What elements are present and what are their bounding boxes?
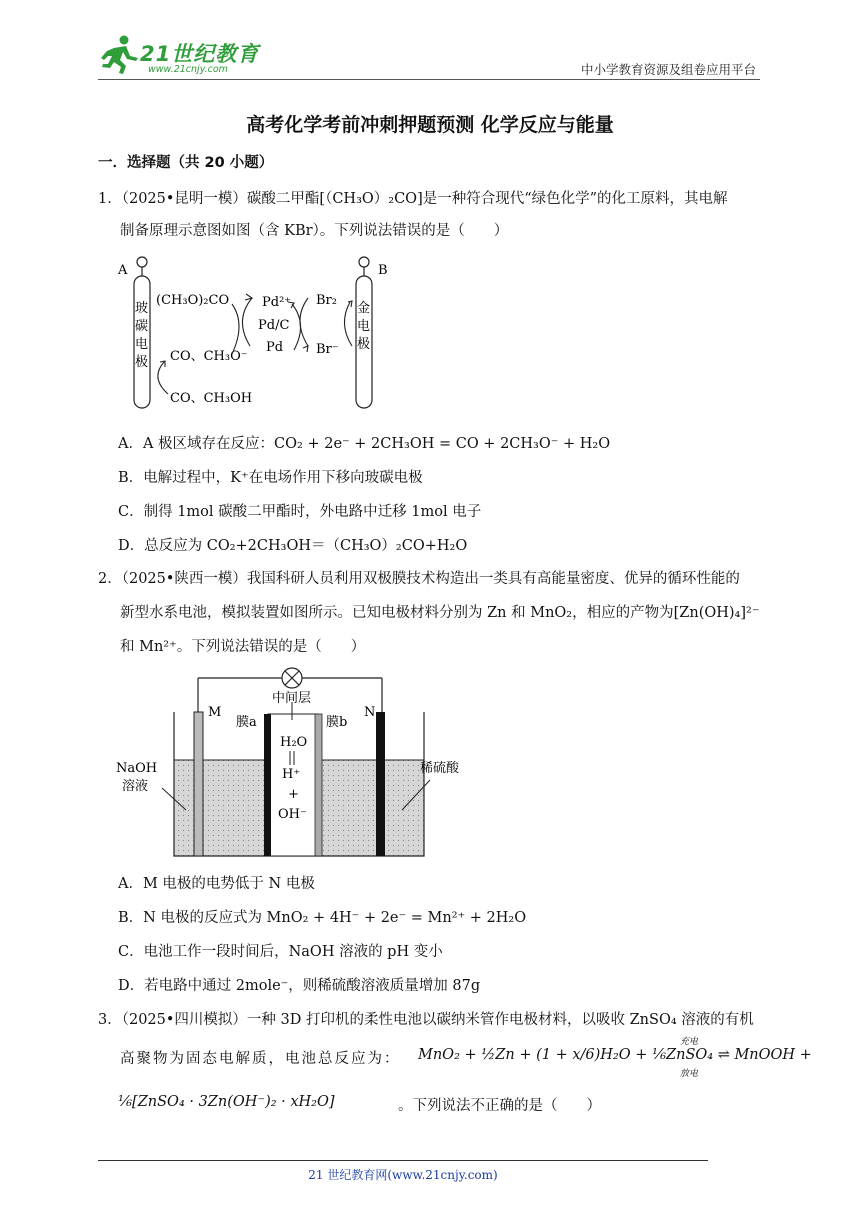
header-logo	[96, 34, 266, 78]
q2-stem-line1: 2．（2025•陕西一模）我国科研人员利用双极膜技术构造出一类具有高能量密度、优异的循环性能的	[98, 571, 740, 587]
q1-right-electrode-c3: 极	[357, 337, 371, 352]
q1-option-d[interactable]: D．总反应为 CO₂+2CH₃OH＝（CH₃O）₂CO+H₂O	[118, 538, 468, 554]
footer-text[interactable]: 21 世纪教育网(www.21cnjy.com)	[308, 1168, 498, 1182]
q1-right-electrode-c2: 电	[357, 319, 371, 334]
q2-membrane-b-label: 膜b	[326, 715, 348, 730]
header-platform-text: 中小学教育资源及组卷应用平台	[580, 62, 756, 77]
logo-sub-text: www.21cnjy.com	[148, 64, 228, 75]
q1-right-electrode-c1: 金	[357, 301, 371, 316]
q1-bottom-label: CO、CH₃OH	[170, 391, 253, 406]
q3-charge-label: 充电	[680, 1037, 699, 1047]
q1-left-electrode-c4: 极	[135, 355, 149, 370]
q2-m-label: M	[208, 705, 222, 720]
q1-mid-label: CO、CH₃O⁻	[170, 349, 248, 364]
q2-option-c[interactable]: C．电池工作一段时间后，NaOH 溶液的 pH 变小	[118, 944, 443, 960]
q2-h2o-label: H₂O	[280, 735, 308, 750]
q2-naoh-label1: NaOH	[116, 761, 158, 776]
q2-hplus-label: H⁺	[282, 767, 301, 782]
q1-pd-label: Pd	[266, 340, 284, 355]
q3-equation: MnO₂ + ½Zn + (1 + x/6)H₂O + ⅙ZnSO₄ ⇌ MnOOH +	[418, 1047, 812, 1063]
q2-stem-line2: 新型水系电池，模拟装置如图所示。已知电极材料分别为 Zn 和 MnO₂，相应的产物为[Zn(OH)₄]²⁻	[120, 605, 760, 621]
q2-stem-line3: 和 Mn²⁺。下列说法错误的是（ ）	[120, 639, 366, 655]
footer-divider	[98, 1160, 708, 1161]
q1-left-electrode-c1: 玻	[135, 301, 149, 316]
q1-option-c[interactable]: C．制得 1mol 碳酸二甲酯时，外电路中迁移 1mol 电子	[118, 504, 482, 520]
q2-naoh-label2: 溶液	[122, 779, 149, 794]
q2-option-a[interactable]: A．M 电极的电势低于 N 电极	[118, 876, 315, 892]
q3-equation-cont: ⅙[ZnSO₄ · 3Zn(OH⁻)₂ · xH₂O]	[118, 1094, 335, 1110]
q2-membrane-a-label: 膜a	[236, 715, 257, 730]
q1-left-electrode-c2: 碳	[135, 319, 149, 334]
q2-acid-label: 稀硫酸	[420, 761, 460, 776]
q1-label-a: A	[118, 263, 128, 278]
q1-pd2-label: Pd²⁺	[262, 295, 292, 310]
q1-pdc-label: Pd/C	[258, 318, 290, 333]
q1-option-a[interactable]: A．A 极区域存在反应：CO₂ + 2e⁻ + 2CH₃OH = CO + 2CH₃O⁻ + H₂O	[118, 436, 611, 452]
q2-n-label: N	[364, 705, 376, 720]
logo-main-text: 21世纪教育	[140, 42, 260, 66]
q1-electrolysis-diagram	[112, 254, 412, 414]
q3-stem-line1: 3．（2025•四川模拟）一种 3D 打印机的柔性电池以碳纳米管作电极材料，以吸收 ZnSO₄ 溶液的有机	[98, 1012, 754, 1028]
q2-plus-label: +	[288, 787, 299, 802]
q2-battery-diagram	[112, 664, 472, 864]
q2-ohminus-label: OH⁻	[278, 807, 307, 822]
q1-brm-label: Br⁻	[316, 342, 339, 357]
q3-discharge-label: 放电	[680, 1069, 699, 1079]
q3-stem-line2a: 高聚物为固态电解质，电池总反应为：	[120, 1051, 401, 1067]
q1-label-b: B	[378, 263, 388, 278]
q1-left-electrode-c3: 电	[135, 337, 149, 352]
q2-option-b[interactable]: B．N 电极的反应式为 MnO₂ + 4H⁻ + 2e⁻ = Mn²⁺ + 2H₂O	[118, 910, 527, 926]
header-divider	[98, 79, 760, 80]
q1-stem-line2: 制备原理示意图如图（含 KBr）。下列说法错误的是（ ）	[120, 223, 509, 239]
runner-logo-icon	[96, 34, 142, 76]
q1-product-label: (CH₃O)₂CO	[156, 293, 230, 308]
q1-br2-label: Br₂	[316, 293, 337, 308]
section-heading: 一．选择题（共 20 小题）	[98, 155, 274, 171]
q2-middle-layer-label: 中间层	[272, 691, 312, 706]
q2-option-d[interactable]: D．若电路中通过 2mole⁻，则稀硫酸溶液质量增加 87g	[118, 978, 481, 994]
q1-option-b[interactable]: B．电解过程中，K⁺在电场作用下移向玻碳电极	[118, 470, 423, 486]
q1-stem-line1: 1．（2025•昆明一模）碳酸二甲酯[（CH₃O）₂CO]是一种符合现代“绿色化学”的化工原料，其电解	[98, 191, 728, 207]
q3-stem-line3: 。下列说法不正确的是（ ）	[398, 1098, 601, 1114]
page-title: 高考化学考前冲刺押题预测 化学反应与能量	[246, 114, 614, 136]
